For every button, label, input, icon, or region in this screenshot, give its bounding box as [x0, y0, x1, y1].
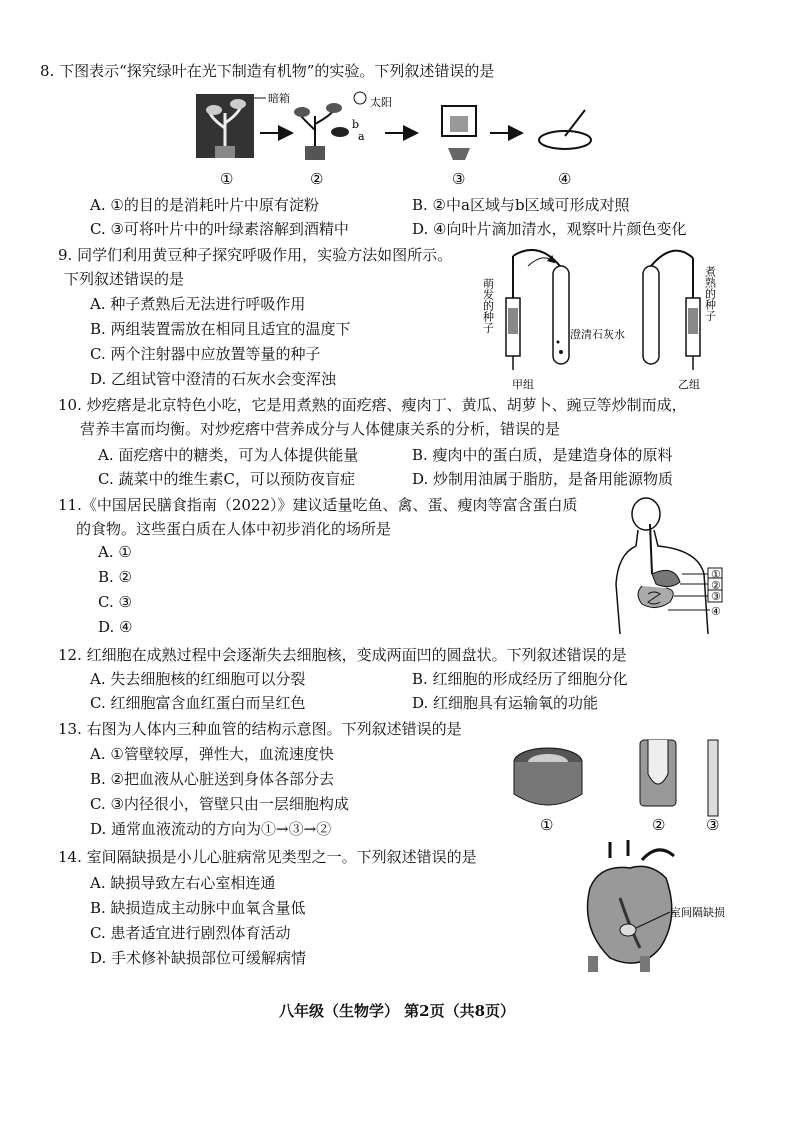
- q9-stem-1: 9. 同学们利用黄豆种子探究呼吸作用，实验方法如图所示。: [58, 246, 453, 264]
- q11-fig-n2: ②: [711, 579, 721, 592]
- q8-figure: [190, 88, 620, 188]
- q14-option-a[interactable]: A. 缺损导致左右心室相连通: [90, 874, 276, 892]
- q8-stem: 8. 下图表示“探究绿叶在光下制造有机物”的实验。下列叙述错误的是: [40, 62, 495, 80]
- q13-option-b[interactable]: B. ②把血液从心脏送到身体各部分去: [90, 770, 335, 788]
- q10-option-b[interactable]: B. 瘦肉中的蛋白质，是建造身体的原料: [412, 446, 673, 464]
- q12-option-d[interactable]: D. 红细胞具有运输氧的功能: [412, 694, 599, 712]
- q9-option-b[interactable]: B. 两组装置需放在相同且适宜的温度下: [90, 320, 351, 338]
- q13-fig-n1: ①: [540, 816, 554, 834]
- q10-option-c[interactable]: C. 蔬菜中的维生素C，可以预防夜盲症: [98, 470, 355, 488]
- q12-option-b[interactable]: B. 红细胞的形成经历了细胞分化: [412, 670, 628, 688]
- q8-box-label: 暗箱: [268, 92, 290, 105]
- q8-option-a[interactable]: A. ①的目的是消耗叶片中原有淀粉: [90, 196, 319, 214]
- q9-figure: [481, 246, 738, 392]
- q9-water-label: 澄清石灰水: [570, 328, 625, 341]
- q14-defect-label: 室间隔缺损: [670, 906, 725, 919]
- q13-option-a[interactable]: A. ①管壁较厚，弹性大，血流速度快: [90, 745, 334, 763]
- q8-n4: ④: [558, 170, 572, 188]
- q14-option-d[interactable]: D. 手术修补缺损部位可缓解病情: [90, 949, 307, 967]
- q13-vessels-figure: [508, 734, 728, 834]
- q8-b-label: b: [352, 118, 360, 131]
- q8-n3: ③: [452, 170, 466, 188]
- q10-option-a[interactable]: A. 面疙瘩中的糖类，可为人体提供能量: [98, 446, 359, 464]
- q13-option-c[interactable]: C. ③内径很小，管壁只由一层细胞构成: [90, 795, 349, 813]
- q8-n2: ②: [310, 170, 324, 188]
- q11-digestive-figure: [612, 494, 732, 636]
- q11-option-b[interactable]: B. ②: [98, 568, 133, 586]
- q10-stem-1: 10. 炒疙瘩是北京特色小吃，它是用煮熟的面疙瘩、瘦肉丁、黄瓜、胡萝卜、豌豆等炒制而成，: [58, 396, 687, 414]
- q8-a-label: a: [358, 130, 365, 143]
- q9-group1-label: 甲组: [512, 378, 534, 391]
- q13-fig-n2: ②: [652, 816, 666, 834]
- q11-stem-2: 的食物。这些蛋白质在人体中初步消化的场所是: [76, 520, 392, 538]
- q14-heart-figure: [570, 838, 740, 974]
- q9-right-label: 煮熟的种子: [703, 266, 717, 321]
- q12-stem: 12. 红细胞在成熟过程中会逐渐失去细胞核，变成两面凹的圆盘状。下列叙述错误的是: [58, 646, 627, 664]
- q8-option-c[interactable]: C. ③可将叶片中的叶绿素溶解到酒精中: [90, 220, 349, 238]
- q11-option-a[interactable]: A. ①: [98, 543, 132, 561]
- q11-fig-n3: ③: [711, 590, 721, 603]
- q9-left-label: 萌发的种子: [481, 278, 495, 333]
- q9-option-c[interactable]: C. 两个注射器中应放置等量的种子: [90, 345, 321, 363]
- q11-option-d[interactable]: D. ④: [98, 618, 133, 636]
- q13-fig-n3: ③: [706, 816, 720, 834]
- page-footer: 八年级（生物学） 第2页（共8页）: [278, 1002, 516, 1020]
- q8-sun-label: 太阳: [370, 96, 392, 109]
- q9-option-d[interactable]: D. 乙组试管中澄清的石灰水会变浑浊: [90, 370, 337, 388]
- q10-option-d[interactable]: D. 炒制用油属于脂肪，是备用能源物质: [412, 470, 674, 488]
- q14-option-b[interactable]: B. 缺损造成主动脉中血氧含量低: [90, 899, 306, 917]
- q9-group2-label: 乙组: [678, 378, 700, 391]
- q12-option-c[interactable]: C. 红细胞富含血红蛋白而呈红色: [90, 694, 306, 712]
- q11-fig-n1: ①: [711, 568, 721, 581]
- q10-stem-2: 营养丰富而均衡。对炒疙瘩中营养成分与人体健康关系的分析，错误的是: [80, 420, 561, 438]
- q13-option-d[interactable]: D. 通常血液流动的方向为①→③→②: [90, 820, 332, 838]
- q14-stem: 14. 室间隔缺损是小儿心脏病常见类型之一。下列叙述错误的是: [58, 848, 477, 866]
- q8-option-d[interactable]: D. ④向叶片滴加清水，观察叶片颜色变化: [412, 220, 687, 238]
- sun-icon: [354, 92, 366, 104]
- q9-stem-2: 下列叙述错误的是: [64, 270, 185, 288]
- q8-n1: ①: [220, 170, 234, 188]
- q11-fig-n4: ④: [711, 605, 721, 618]
- q11-stem-1: 11.《中国居民膳食指南（2022）》建议适量吃鱼、禽、蛋、瘦肉等富含蛋白质: [58, 496, 578, 514]
- q13-stem: 13. 右图为人体内三种血管的结构示意图。下列叙述错误的是: [58, 720, 462, 738]
- q8-option-b[interactable]: B. ②中a区域与b区域可形成对照: [412, 196, 630, 214]
- q14-option-c[interactable]: C. 患者适宜进行剧烈体育活动: [90, 924, 291, 942]
- q9-option-a[interactable]: A. 种子煮熟后无法进行呼吸作用: [90, 295, 306, 313]
- q12-option-a[interactable]: A. 失去细胞核的红细胞可以分裂: [90, 670, 306, 688]
- q11-option-c[interactable]: C. ③: [98, 593, 132, 611]
